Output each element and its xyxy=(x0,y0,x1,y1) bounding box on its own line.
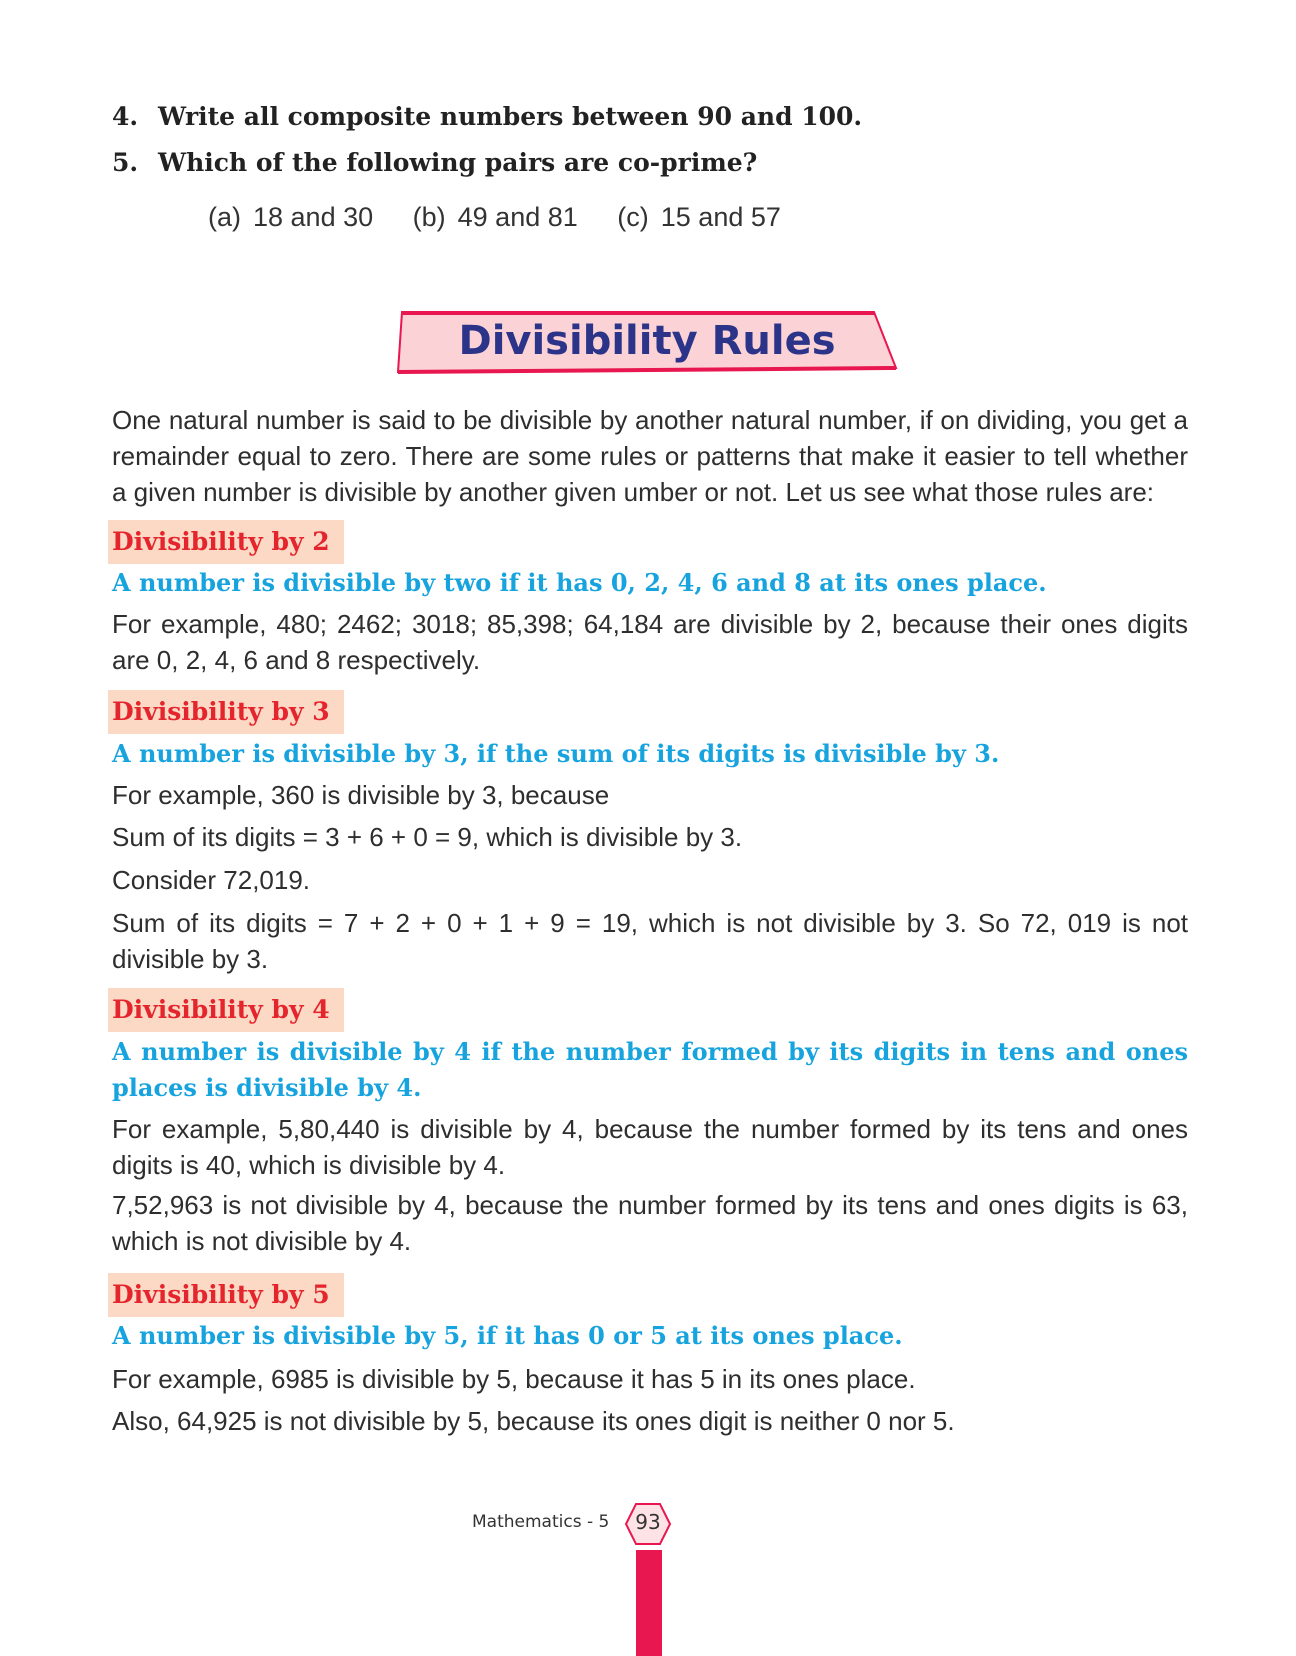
example-line: For example, 360 is divisible by 3, because xyxy=(112,780,610,810)
rule-divisibility-by-5: A number is divisible by 5, if it has 0 or 5 at its ones place. xyxy=(112,1321,903,1350)
question-4 xyxy=(112,102,862,131)
question-number: 5. xyxy=(112,148,139,177)
footer-book-title: Mathematics - 5 xyxy=(472,1512,610,1532)
intro-paragraph: One natural number is said to be divisible by another natural number, if on dividing, you get a remainder equal to zero. There are some rules or patterns that make it easier to tell whether a given number is divisible by another given umber or not. Let us see what those rules are: xyxy=(112,405,1188,507)
question-text: Write all composite numbers between 90 and 100. xyxy=(158,102,863,131)
heading-divisibility-by-2: Divisibility by 2 xyxy=(108,520,344,564)
section-title-banner xyxy=(396,310,898,376)
option-label: (c) xyxy=(617,202,649,232)
option-label: (b) xyxy=(412,202,446,232)
example-paragraph: For example, 5,80,440 is divisible by 4, because the number formed by its tens and ones digits is 40, which is divisible by 4. xyxy=(112,1114,1188,1180)
option-text: 18 and 30 xyxy=(253,202,374,232)
question-5-options xyxy=(208,202,813,233)
option-label: (a) xyxy=(208,202,241,232)
question-number: 4. xyxy=(112,102,139,131)
heading-divisibility-by-4: Divisibility by 4 xyxy=(108,988,344,1032)
option-text: 15 and 57 xyxy=(660,202,781,232)
example-line: Consider 72,019. xyxy=(112,865,311,895)
heading-divisibility-by-5: Divisibility by 5 xyxy=(108,1273,344,1317)
heading-divisibility-by-3: Divisibility by 3 xyxy=(108,690,344,734)
page-title: Divisibility Rules xyxy=(458,318,836,364)
page-edge-bar xyxy=(636,1550,662,1656)
question-5 xyxy=(112,148,757,177)
option-text: 49 and 81 xyxy=(457,202,578,232)
example-paragraph: 7,52,963 is not divisible by 4, because the number formed by its tens and ones digits is 63, which is not divisible by 4. xyxy=(112,1190,1188,1256)
rule-divisibility-by-4: A number is divisible by 4 if the number formed by its digits in tens and ones places is divisible by 4. xyxy=(112,1037,1188,1102)
rule-divisibility-by-2: A number is divisible by two if it has 0, 2, 4, 6 and 8 at its ones place. xyxy=(112,568,1047,597)
example-divisibility-by-2: For example, 480; 2462; 3018; 85,398; 64,184 are divisible by 2, because their ones digits are 0, 2, 4, 6 and 8 respectively. xyxy=(112,609,1188,675)
rule-divisibility-by-3: A number is divisible by 3, if the sum of its digits is divisible by 3. xyxy=(112,739,1000,768)
example-line: Also, 64,925 is not divisible by 5, because its ones digit is neither 0 nor 5. xyxy=(112,1406,955,1436)
example-line: For example, 6985 is divisible by 5, because it has 5 in its ones place. xyxy=(112,1364,916,1394)
example-line: Sum of its digits = 3 + 6 + 0 = 9, which is divisible by 3. xyxy=(112,822,743,852)
question-text: Which of the following pairs are co-prime? xyxy=(158,148,758,177)
page-number: 93 xyxy=(635,1510,661,1534)
example-paragraph: Sum of its digits = 7 + 2 + 0 + 1 + 9 = 19, which is not divisible by 3. So 72, 019 is not divisible by 3. xyxy=(112,908,1188,974)
